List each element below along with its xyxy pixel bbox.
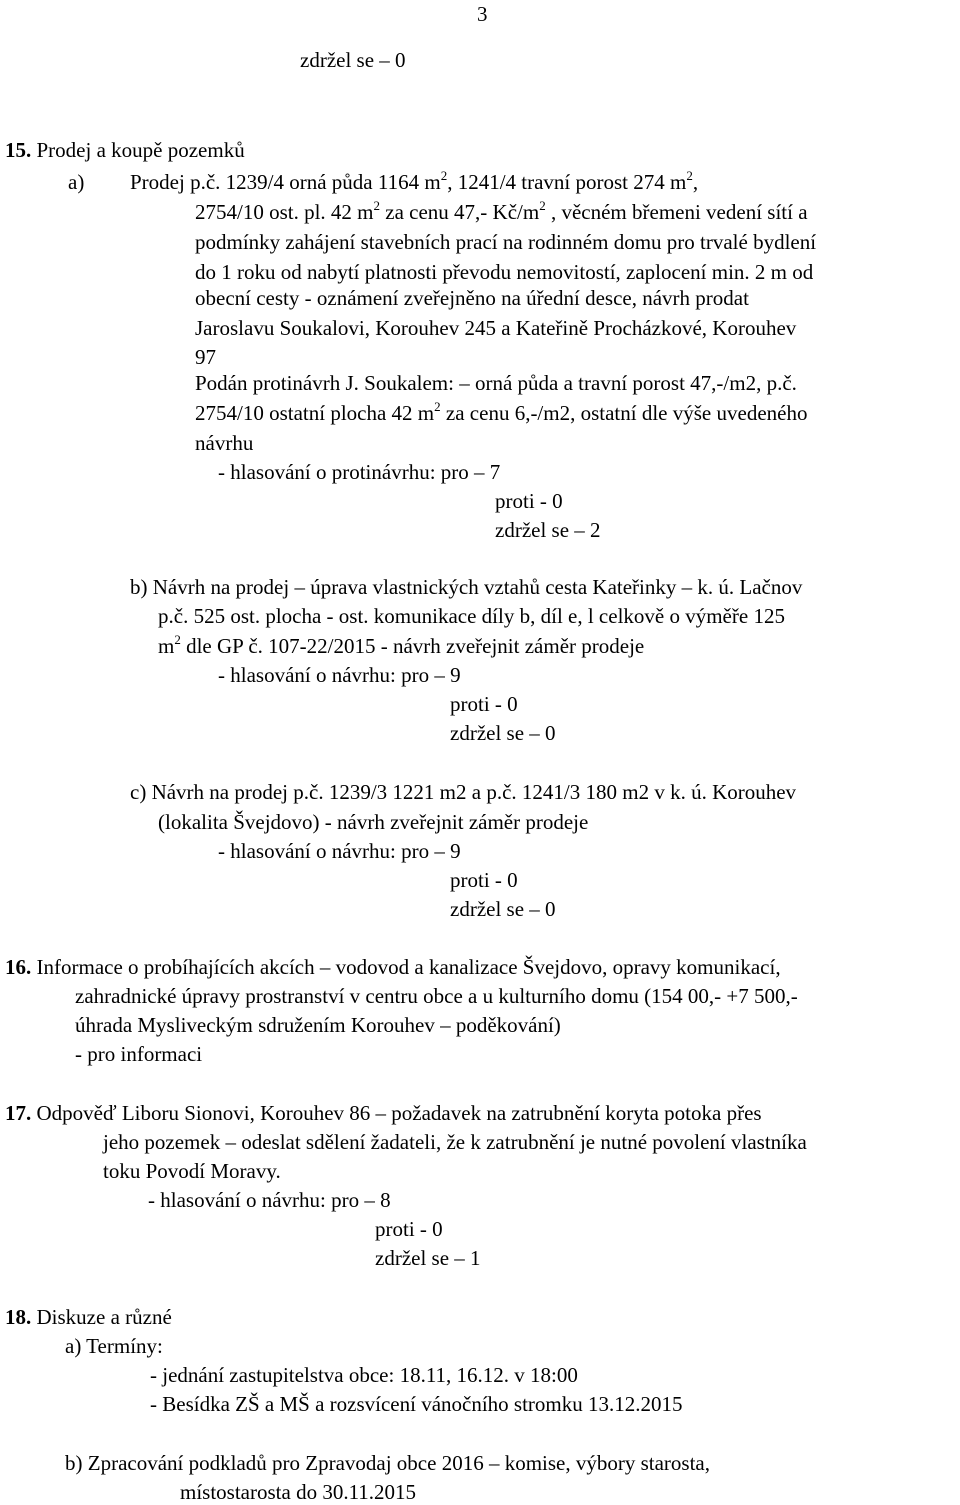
section-18-number: 18. (5, 1305, 32, 1329)
s15c-against: proti - 0 (450, 868, 518, 892)
sup: 2 (440, 168, 448, 183)
s15a-line-2-a: 2754/10 ost. pl. 42 m (195, 200, 374, 224)
s15b-abstain: zdržel se – 0 (450, 721, 556, 745)
s15b-line-3-a: m (158, 634, 175, 658)
s15a-line-1-mid: , 1241/4 travní porost 274 m (447, 170, 687, 194)
section-15-number: 15. (5, 138, 32, 162)
s16-line-3: úhrada Mysliveckým sdružením Korouhev – poděkování) (75, 1013, 561, 1037)
s15a-line-9-b: za cenu 6,-/m2, ostatní dle výše uvedeného (440, 401, 808, 425)
s17-against: proti - 0 (375, 1217, 443, 1241)
sup: 2 (373, 198, 381, 213)
s17-line-1 (5, 1103, 762, 1124)
s15a-against: proti - 0 (495, 489, 563, 513)
s15a-line-2-b: za cenu 47,- Kč/m (380, 200, 540, 224)
s15b-against: proti - 0 (450, 692, 518, 716)
s15c-line-1: c) Návrh na prodej p.č. 1239/3 1221 m2 a p.č. 1241/3 180 m2 v k. ú. Korouhev (130, 780, 797, 804)
s17-vote: - hlasování o návrhu: pro – 8 (148, 1188, 391, 1212)
s15a-line-1-end: , (692, 170, 699, 194)
sup: 2 (174, 632, 181, 647)
s17-abstain: zdržel se – 1 (375, 1246, 481, 1270)
s15a-line-1-text: Prodej p.č. 1239/4 orná půda 1164 m (130, 170, 441, 194)
s15a-line-9 (195, 399, 808, 425)
s18-b-line-2: místostarosta do 30.11.2015 (180, 1480, 417, 1504)
section-15-title: Prodej a koupě pozemků (36, 138, 245, 162)
s15a-line-2-c: , věcném břemeni vedení sítí a (545, 200, 808, 224)
s18-item-2: - Besídka ZŠ a MŠ a rozsvícení vánočního stromku 13.12.2015 (150, 1392, 683, 1416)
s18-a-label: a) Termíny: (65, 1334, 163, 1358)
s15b-line-3-b: dle GP č. 107-22/2015 - návrh zveřejnit záměr prodeje (180, 634, 645, 658)
s15a-line-3: podmínky zahájení stavebních prací na rodinném domu pro trvalé bydlení (195, 230, 817, 254)
s15a-abstain: zdržel se – 2 (495, 518, 601, 542)
top-abstain: zdržel se – 0 (300, 48, 406, 72)
s16-line-1-text: Informace o probíhajících akcích – vodovod a kanalizace Švejdovo, opravy komunikací, (31, 955, 781, 979)
s15a-label: a) (68, 170, 85, 194)
s15b-line-2: p.č. 525 ost. plocha - ost. komunikace díly b, díl e, l celkově o výměře 125 (158, 604, 785, 628)
s15a-line-9-a: 2754/10 ostatní plocha 42 m (195, 401, 435, 425)
sup: 2 (434, 399, 441, 414)
s15b-vote: - hlasování o návrhu: pro – 9 (218, 663, 461, 687)
s18-title: Diskuze a různé (31, 1305, 172, 1329)
s15a-line-8: Podán protinávrh J. Soukalem: – orná půda a travní porost 47,-/m2, p.č. (195, 371, 797, 395)
s16-line-2: zahradnické úpravy prostranství v centru obce a u kulturního domu (154 00,- +7 500,- (75, 984, 798, 1008)
s15a-line-7: 97 (195, 345, 216, 369)
s17-line-1-text: Odpověď Liboru Sionovi, Korouhev 86 – požadavek na zatrubnění koryta potoka přes (31, 1101, 762, 1125)
s15a-line-1 (130, 168, 699, 194)
s16-line-1 (5, 957, 781, 978)
s15a-line-5: obecní cesty - oznámení zveřejněno na úřední desce, návrh prodat (195, 286, 749, 310)
s16-line-4: - pro informaci (75, 1042, 203, 1066)
s18-item-1: - jednání zastupitelstva obce: 18.11, 16.12. v 18:00 (150, 1363, 578, 1387)
s18-heading (5, 1307, 172, 1328)
s18-b-line-1: b) Zpracování podkladů pro Zpravodaj obce 2016 – komise, výbory starosta, (65, 1451, 711, 1475)
section-17-number: 17. (5, 1101, 32, 1125)
s15c-vote: - hlasování o návrhu: pro – 9 (218, 839, 461, 863)
page-number: 3 (477, 2, 488, 26)
s15c-abstain: zdržel se – 0 (450, 897, 556, 921)
s15c-line-2: (lokalita Švejdovo) - návrh zveřejnit záměr prodeje (158, 810, 589, 834)
s15a-line-4: do 1 roku od nabytí platnosti převodu nemovitostí, zaplocení min. 2 m od (195, 260, 814, 284)
s17-line-2: jeho pozemek – odeslat sdělení žadateli, že k zatrubnění je nutné povolení vlastníka (103, 1130, 807, 1154)
s17-line-3: toku Povodí Moravy. (103, 1159, 281, 1183)
sup: 2 (539, 198, 546, 213)
s15a-line-6: Jaroslavu Soukalovi, Korouhev 245 a Kateřině Procházkové, Korouhev (195, 316, 797, 340)
s15b-line-1: b) Návrh na prodej – úprava vlastnických vztahů cesta Kateřinky – k. ú. Lačnov (130, 575, 803, 599)
s15b-line-3 (158, 632, 645, 658)
s15a-line-10: návrhu (195, 431, 254, 455)
s15a-line-2 (195, 198, 808, 224)
s15a-vote: - hlasování o protinávrhu: pro – 7 (218, 460, 501, 484)
section-16-number: 16. (5, 955, 32, 979)
section-15-heading (5, 140, 245, 161)
sup: 2 (686, 168, 693, 183)
